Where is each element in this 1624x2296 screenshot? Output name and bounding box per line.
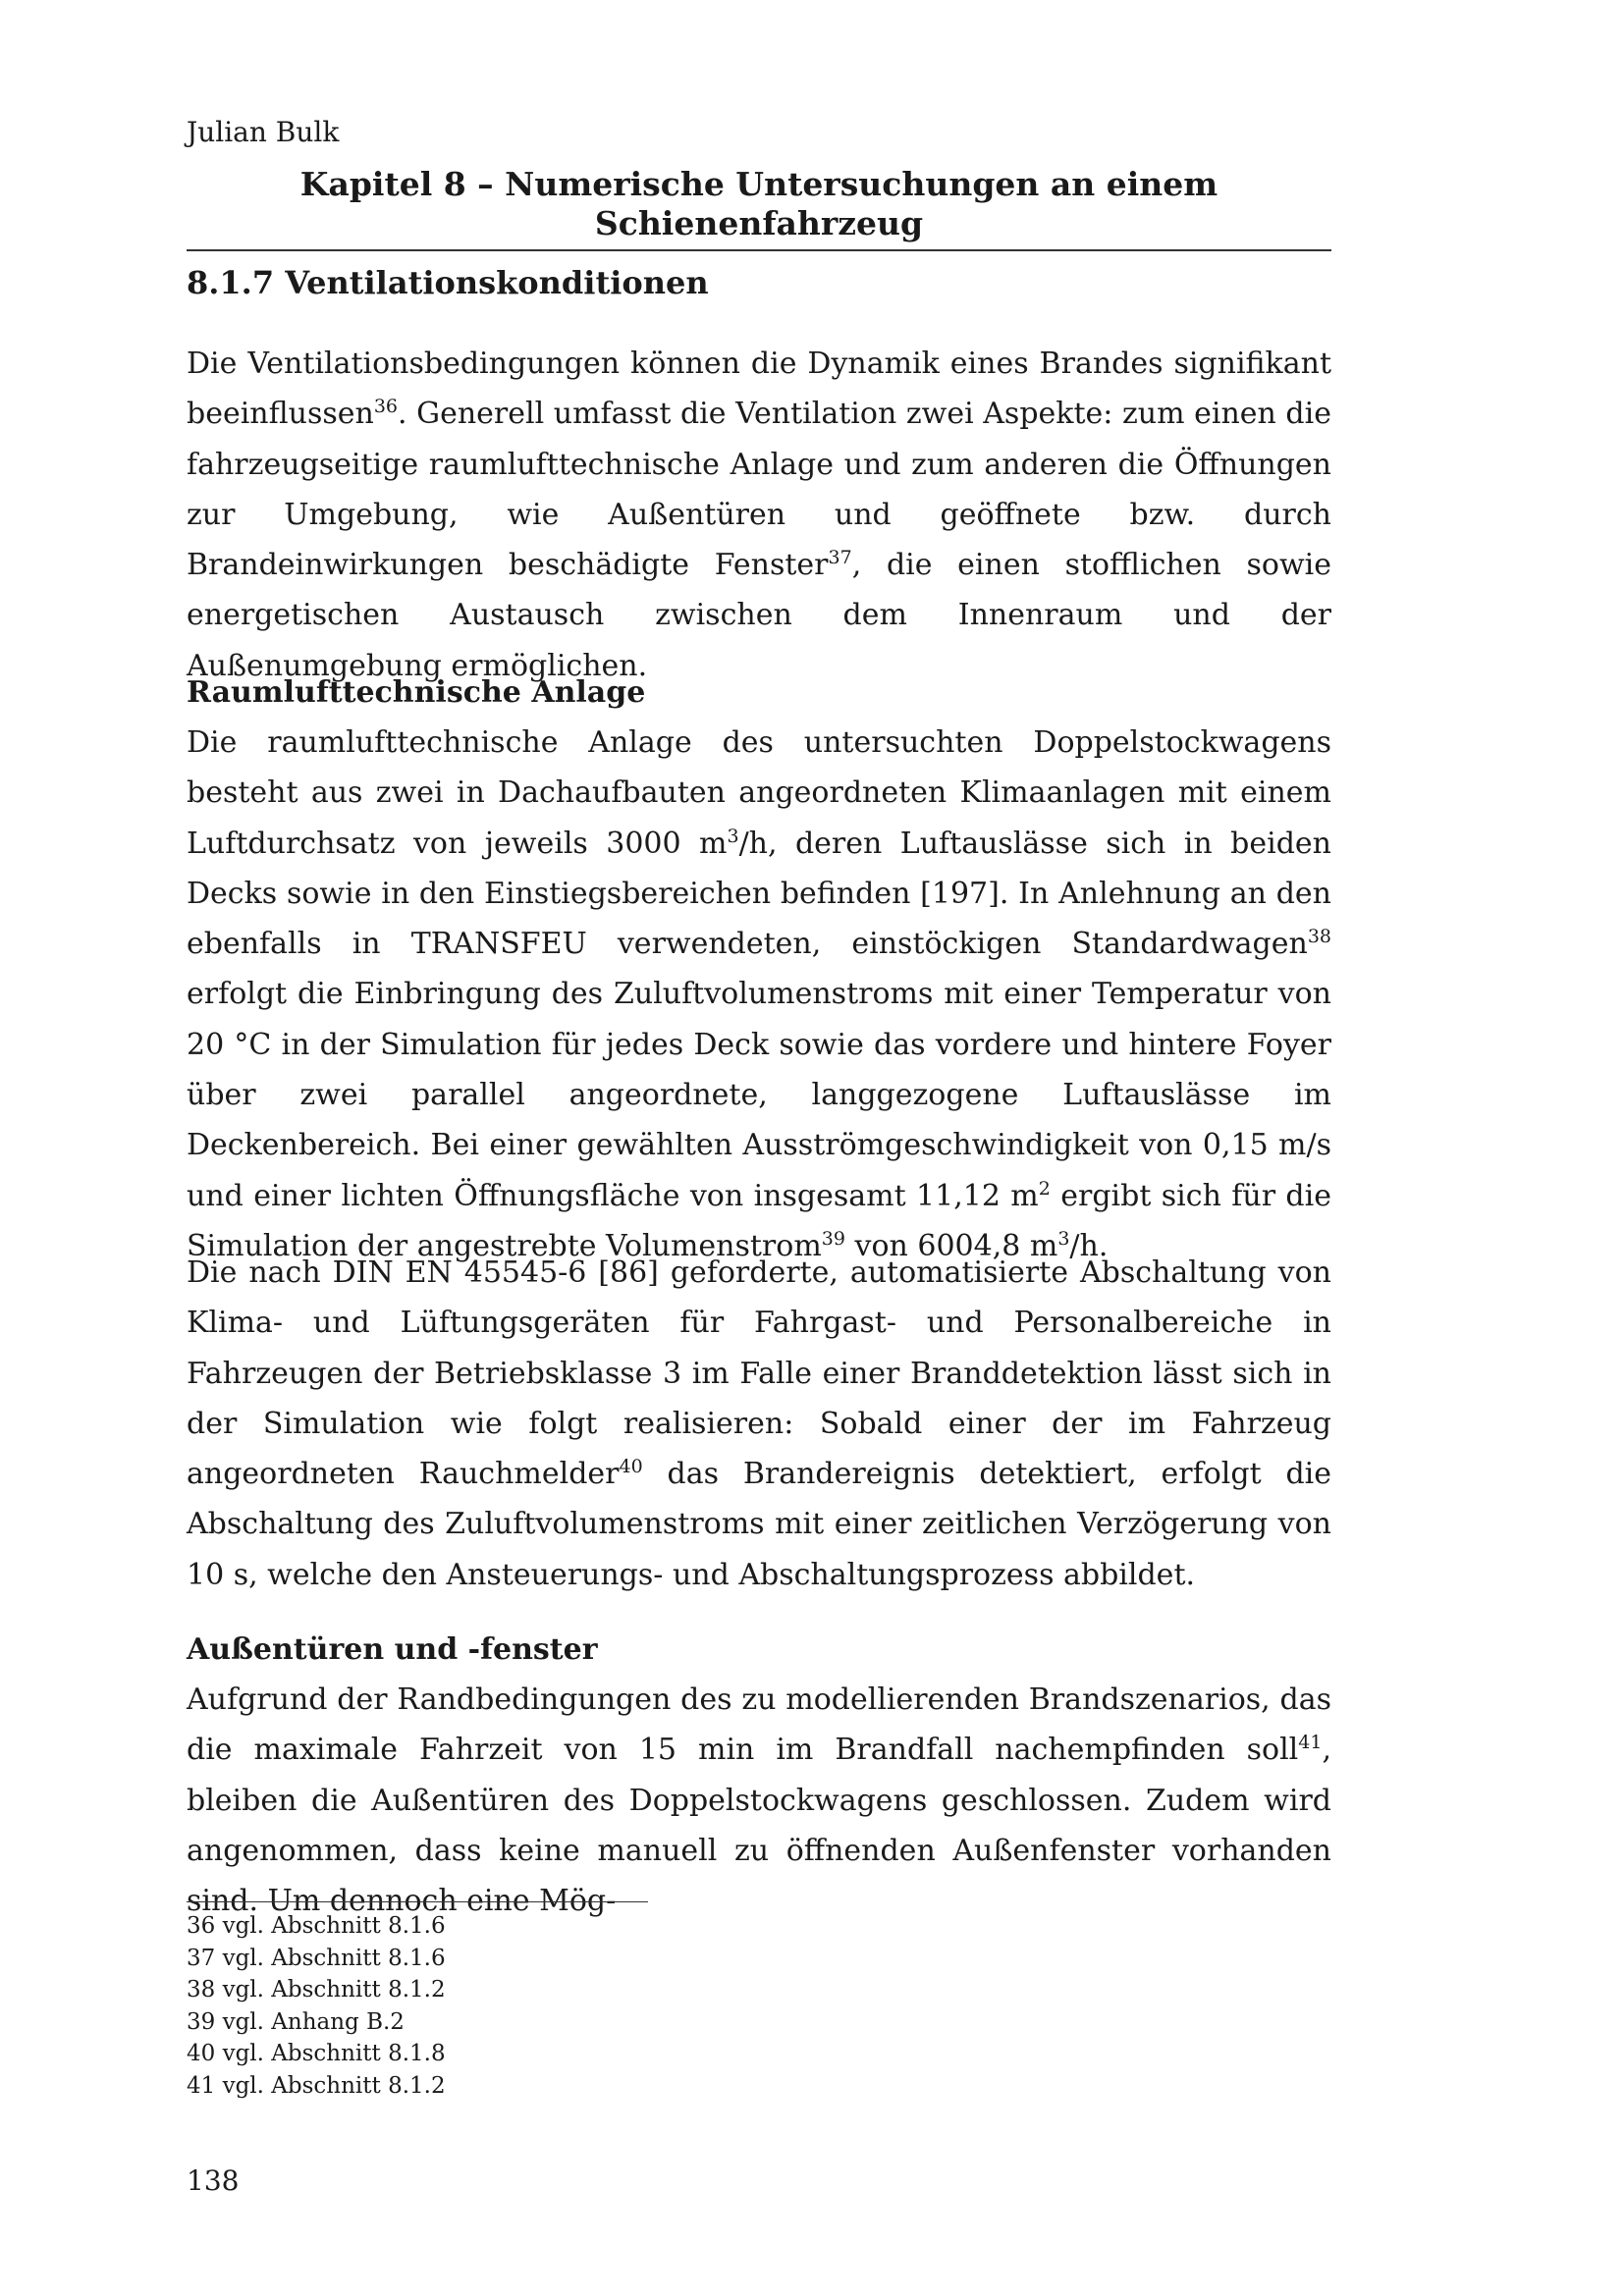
footnotes bbox=[187, 1910, 446, 2102]
page-number: 138 bbox=[187, 2164, 240, 2197]
footnote-39: 39 vgl. Anhang B.2 bbox=[187, 2008, 405, 2035]
footnote-ref-40[interactable]: 40 bbox=[619, 1456, 643, 1478]
rlt-paragraph-1: Die raumlufttechnische Anlage des untersuchten Doppelstockwagens besteht aus zwei in Dachaufbauten angeordneten Klimaanlagen mit einem Luftdurchsatz von jeweils 3000 $m^3/h$, deren Luftauslässe sich in beiden Decks sowie in den Einstiegsbereichen befinden [197]. In Anlehnung an den ebenfalls in TRANSFEU verwendeten, einstöckigen Standardwagen$^{38}$ erfolgt die Einbringung des Zuluftvolumenstroms mit einer Temperatur von 20 °C in der Simulation für jedes Deck sowie das vordere und hintere Foyer über zwei parallel angeordnete, langgezogene Luftauslässe im Deckenbereich. Bei einer gewählten Ausströmgeschwindigkeit von 0,15 m/s und einer lichten Öffnungsfläche von insgesamt 11,12 $m^2$ ergibt sich für die Simulation der angestrebte Volumenstrom$^{39}$ von 6004,8 $m^3/h$. bbox=[187, 725, 1331, 1263]
rlt-section bbox=[187, 667, 1331, 1271]
doors-paragraph-1: Aufgrund der Randbedingungen des zu modellierenden Brandszenarios, das die maximale Fahrzeit von 15 min im Brandfall nachempfinden soll$^{41}$, bleiben die Außentüren des Doppelstockwagens geschlossen. Zudem wird angenommen, dass keine manuell zu öffnenden Außenfenster vorhanden sind. Um dennoch eine Mög- bbox=[187, 1682, 1331, 1919]
section-heading: 8.1.7 Ventilationskonditionen bbox=[187, 264, 709, 301]
footnote-38: 38 vgl. Abschnitt 8.1.2 bbox=[187, 1977, 446, 2002]
running-header-chapter: Kapitel 8 – Numerische Untersuchungen an einem Schienenfahrzeug bbox=[187, 165, 1331, 251]
footnote-ref-41[interactable]: 41 bbox=[1298, 1732, 1323, 1754]
footnote-ref-37[interactable]: 37 bbox=[828, 547, 852, 569]
subsection-heading-rlt: Raumlufttechnische Anlage bbox=[187, 675, 646, 710]
running-header-author: Julian Bulk bbox=[187, 116, 340, 148]
footnote-ref-39[interactable]: 39 bbox=[821, 1227, 845, 1250]
footnote-40: 40 vgl. Abschnitt 8.1.8 bbox=[187, 2041, 446, 2066]
footnote-41: 41 vgl. Abschnitt 8.1.2 bbox=[187, 2072, 446, 2099]
intro-paragraph: Die Ventilationsbedingungen können die Dynamik eines Brandes signifikant beeinflussen$^{36}$. Generell umfasst die Ventilation zwei Aspekte: zum einen die fahrzeugseitige raumlufttechnische Anlage und zum anderen die Öffnungen zur Umgebung, wie Außentüren und geöffnete bzw. durch Brandeinwirkungen beschädigte Fenster$^{37}$, die einen stofflichen sowie energetischen Austausch zwischen dem Innenraum und der Außenumgebung ermöglichen. bbox=[187, 347, 1331, 683]
doors-section bbox=[187, 1625, 1331, 1926]
footnote-ref-38[interactable]: 38 bbox=[1307, 926, 1331, 948]
footnote-separator bbox=[187, 1901, 648, 1902]
footnote-ref-36[interactable]: 36 bbox=[373, 396, 399, 418]
rlt-paragraph-2: Die nach DIN EN 45545-6 [86] geforderte, automatisierte Abschaltung von Klima- und Lüftungsgeräten für Fahrgast- und Personalbereiche in Fahrzeugen der Betriebsklasse 3 im Falle einer Branddetektion lässt sich in der Simulation wie folgt realisieren: Sobald einer der im Fahrzeug angeordneten Rauchmelder$^{40}$ das Brandereignis detektiert, erfolgt die Abschaltung des Zuluftvolumenstroms mit einer zeitlichen Verzögerung von 10 s, welche den Ansteuerungs- und Abschaltungsprozess abbildet. bbox=[187, 1255, 1332, 1592]
footnote-37: 37 vgl. Abschnitt 8.1.6 bbox=[187, 1945, 446, 1971]
footnote-36: 36 vgl. Abschnitt 8.1.6 bbox=[187, 1913, 446, 1939]
subsection-heading-doors: Außentüren und -fenster bbox=[187, 1632, 598, 1667]
